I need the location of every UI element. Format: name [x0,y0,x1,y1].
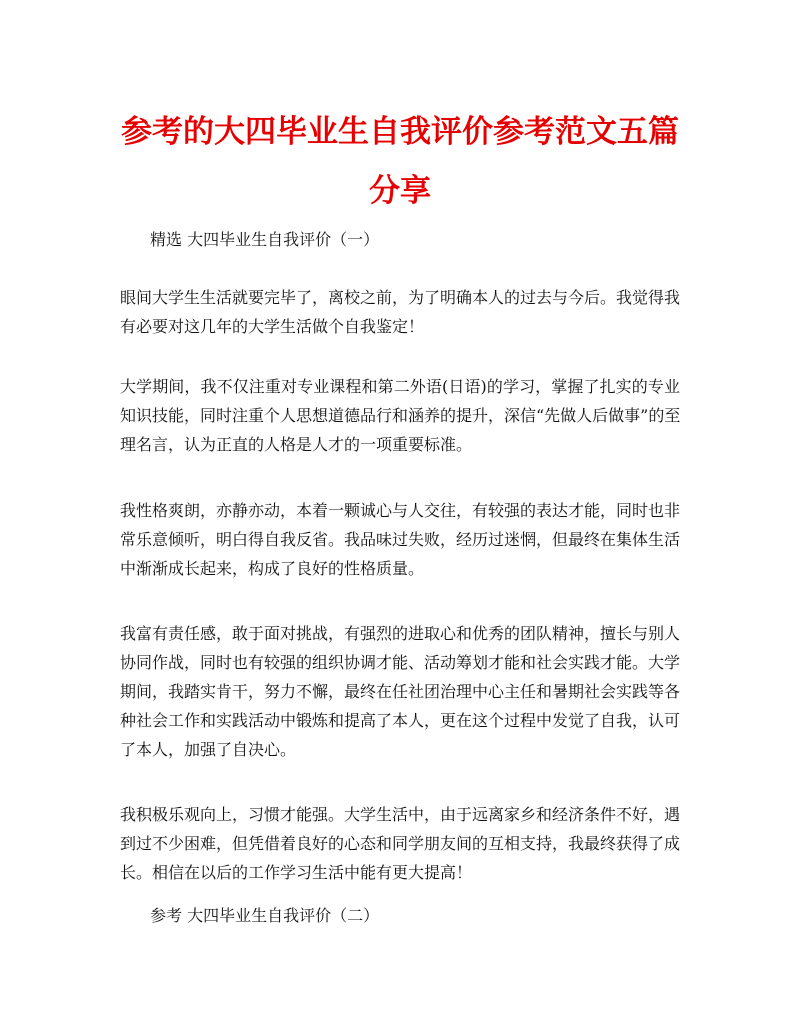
paragraph-line: 理名言，认为正直的人格是人才的一项重要标准。 [120,435,473,454]
paragraph-line: 我性格爽朗，亦静亦动，本着一颗诚心与人交往，有较强的表达才能，同时也非 [120,501,681,520]
paragraph-line: 协同作战，同时也有较强的组织协调才能、活动筹划才能和社会实践才能。大学 [120,653,681,672]
paragraph-line: 期间，我踏实肯干，努力不懈，最终在任社团治理中心主任和暑期社会实践等各 [120,682,681,701]
paragraph-5 [120,800,680,887]
document-title-line-2: 分享 [369,173,431,209]
paragraph-1 [120,283,680,341]
section-heading-2: 参考 大四毕业生自我评价（二） [150,906,380,925]
paragraph-line: 眼间大学生生活就要完毕了，离校之前，为了明确本人的过去与今后。我觉得我 [120,288,681,307]
section-heading-1: 精选 大四毕业生自我评价（一） [150,230,380,249]
paragraph-line: 知识技能，同时注重个人思想道德品行和涵养的提升，深信“先做人后做事”的至 [120,406,681,425]
paragraph-line: 大学期间，我不仅注重对专业课程和第二外语(日语)的学习，掌握了扎实的专业 [120,377,680,396]
document-title-line-1: 参考的大四毕业生自我评价参考范文五篇 [121,114,679,150]
paragraph-line: 我积极乐观向上，习惯才能强。大学生活中，由于远离家乡和经济条件不好，遇 [120,805,681,824]
paragraph-line: 了本人，加强了自决心。 [120,740,297,759]
paragraph-line: 到过不少困难，但凭借着良好的心态和同学朋友间的互相支持，我最终获得了成 [120,834,681,853]
paragraph-line: 中渐渐成长起来，构成了良好的性格质量。 [120,559,425,578]
paragraph-line: 长。相信在以后的工作学习生活中能有更大提高！ [120,863,473,882]
paragraph-3 [120,496,680,583]
paragraph-line: 常乐意倾听，明白得自我反省。我品味过失败，经历过迷惘，但最终在集体生活 [120,530,681,549]
paragraph-line: 有必要对这几年的大学生活做个自我鉴定！ [120,317,425,336]
paragraph-4 [120,619,680,764]
paragraph-2 [120,372,680,459]
paragraph-line: 种社会工作和实践活动中锻炼和提高了本人，更在这个过程中发觉了自我，认可 [120,711,681,730]
paragraph-line: 我富有责任感，敢于面对挑战，有强烈的进取心和优秀的团队精神，擅长与别人 [120,624,681,643]
